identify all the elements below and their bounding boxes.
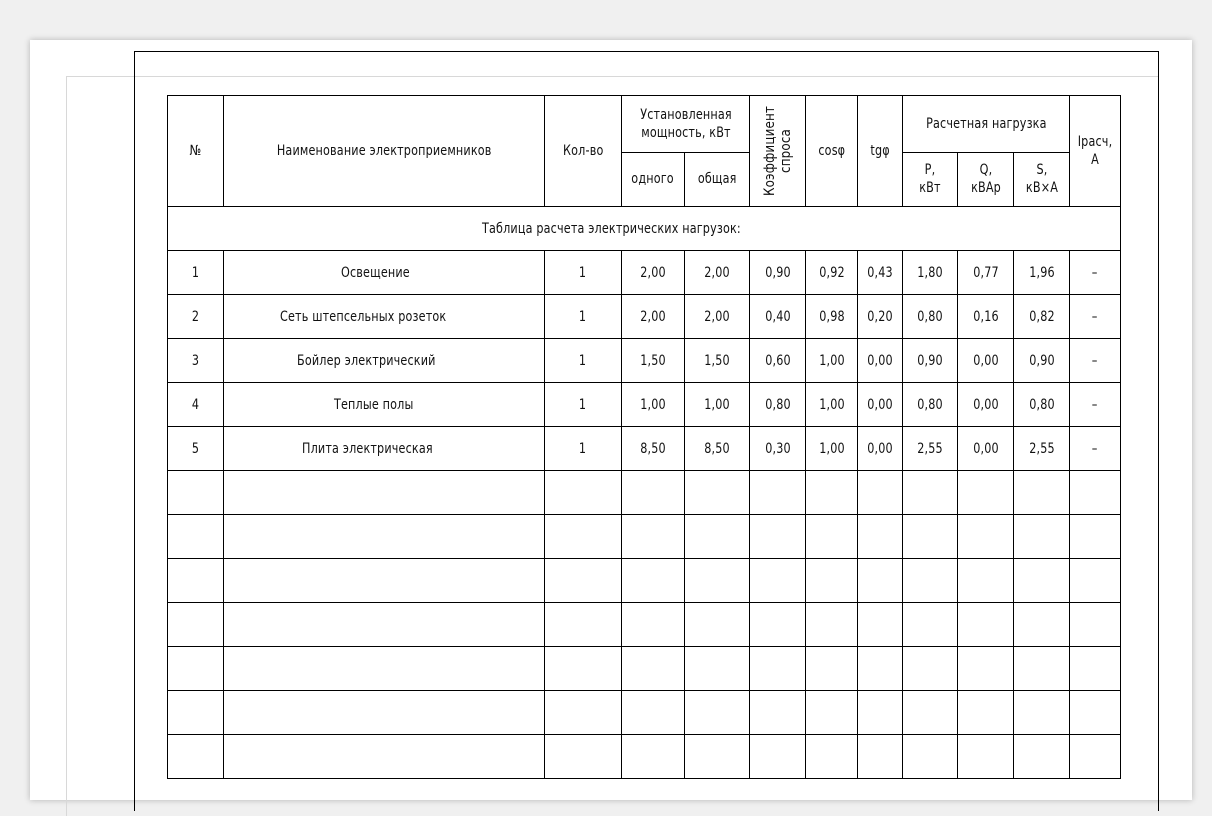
col-header-current: Iрасч, А [1070, 96, 1121, 207]
cell-name: Бойлер электрический [224, 339, 545, 383]
cell-s: 0,80 [1014, 383, 1070, 427]
section-title-row: Таблица расчета электрических нагрузок: [168, 207, 1121, 251]
frame-border-right [1158, 51, 1159, 811]
cell-num: 1 [168, 251, 224, 295]
cell-one: 8,50 [622, 427, 685, 471]
empty-row [168, 471, 1121, 515]
cell-name: Плита электрическая [224, 427, 545, 471]
cell-cos: 0,98 [806, 295, 858, 339]
cell-q: 0,00 [958, 383, 1014, 427]
cell-s: 0,90 [1014, 339, 1070, 383]
col-header-installed-one: одного [622, 152, 685, 207]
cell-tg: 0,20 [858, 295, 903, 339]
cell-s: 2,55 [1014, 427, 1070, 471]
cell-total: 1,50 [685, 339, 750, 383]
col-header-cos: cosφ [806, 96, 858, 207]
empty-row [168, 647, 1121, 691]
col-header-p: P, кВт [903, 152, 958, 207]
cell-qty: 1 [545, 383, 622, 427]
cell-total: 2,00 [685, 295, 750, 339]
cell-q: 0,00 [958, 339, 1014, 383]
cell-one: 1,00 [622, 383, 685, 427]
cell-one: 2,00 [622, 251, 685, 295]
cell-qty: 1 [545, 339, 622, 383]
cell-total: 8,50 [685, 427, 750, 471]
cell-q: 0,77 [958, 251, 1014, 295]
col-header-tg: tgφ [858, 96, 903, 207]
empty-row [168, 735, 1121, 779]
col-header-calc-load: Расчетная нагрузка [903, 96, 1070, 153]
cell-total: 2,00 [685, 251, 750, 295]
cell-kc: 0,80 [750, 383, 806, 427]
cell-num: 4 [168, 383, 224, 427]
empty-row [168, 559, 1121, 603]
cell-i: – [1070, 251, 1121, 295]
cell-tg: 0,00 [858, 383, 903, 427]
cell-one: 2,00 [622, 295, 685, 339]
col-header-q: Q, кВАр [958, 152, 1014, 207]
cell-p: 2,55 [903, 427, 958, 471]
cell-name: Освещение [224, 251, 545, 295]
table-row [168, 295, 1121, 339]
cell-qty: 1 [545, 251, 622, 295]
cell-qty: 1 [545, 427, 622, 471]
col-header-installed-total: общая [685, 152, 750, 207]
col-header-qty: Кол-во [545, 96, 622, 207]
frame-border-left [134, 51, 135, 811]
table-row [168, 427, 1121, 471]
cell-num: 3 [168, 339, 224, 383]
cell-cos: 0,92 [806, 251, 858, 295]
cell-one: 1,50 [622, 339, 685, 383]
col-header-num: № [168, 96, 224, 207]
cell-i: – [1070, 427, 1121, 471]
empty-row [168, 603, 1121, 647]
cell-q: 0,16 [958, 295, 1014, 339]
cell-tg: 0,43 [858, 251, 903, 295]
cell-total: 1,00 [685, 383, 750, 427]
col-header-demand-coefficient: Коэффициент спроса [750, 96, 806, 207]
cell-s: 1,96 [1014, 251, 1070, 295]
cell-cos: 1,00 [806, 383, 858, 427]
cell-p: 0,90 [903, 339, 958, 383]
cell-kc: 0,30 [750, 427, 806, 471]
cell-p: 0,80 [903, 383, 958, 427]
cell-cos: 1,00 [806, 339, 858, 383]
cell-i: – [1070, 383, 1121, 427]
cell-name: Теплые полы [224, 383, 545, 427]
cell-kc: 0,60 [750, 339, 806, 383]
cell-tg: 0,00 [858, 427, 903, 471]
frame-border-top [134, 51, 1159, 52]
cell-cos: 1,00 [806, 427, 858, 471]
inner-frame-guide [66, 76, 1158, 77]
cell-p: 1,80 [903, 251, 958, 295]
cell-num: 2 [168, 295, 224, 339]
col-header-name: Наименование электроприемников [224, 96, 545, 207]
table-row [168, 383, 1121, 427]
electrical-loads-table [167, 95, 1121, 779]
empty-row [168, 691, 1121, 735]
cell-qty: 1 [545, 295, 622, 339]
col-header-installed-power: Установленная мощность, кВт [622, 96, 750, 153]
cell-kc: 0,90 [750, 251, 806, 295]
cell-kc: 0,40 [750, 295, 806, 339]
col-header-s: S, кВ×А [1014, 152, 1070, 207]
table-row [168, 251, 1121, 295]
cell-name: Сеть штепсельных розеток [224, 295, 545, 339]
cell-i: – [1070, 295, 1121, 339]
cell-q: 0,00 [958, 427, 1014, 471]
cell-s: 0,82 [1014, 295, 1070, 339]
cell-num: 5 [168, 427, 224, 471]
cell-tg: 0,00 [858, 339, 903, 383]
table-row [168, 339, 1121, 383]
inner-frame-guide-left [66, 76, 67, 816]
empty-row [168, 515, 1121, 559]
cell-p: 0,80 [903, 295, 958, 339]
cell-i: – [1070, 339, 1121, 383]
